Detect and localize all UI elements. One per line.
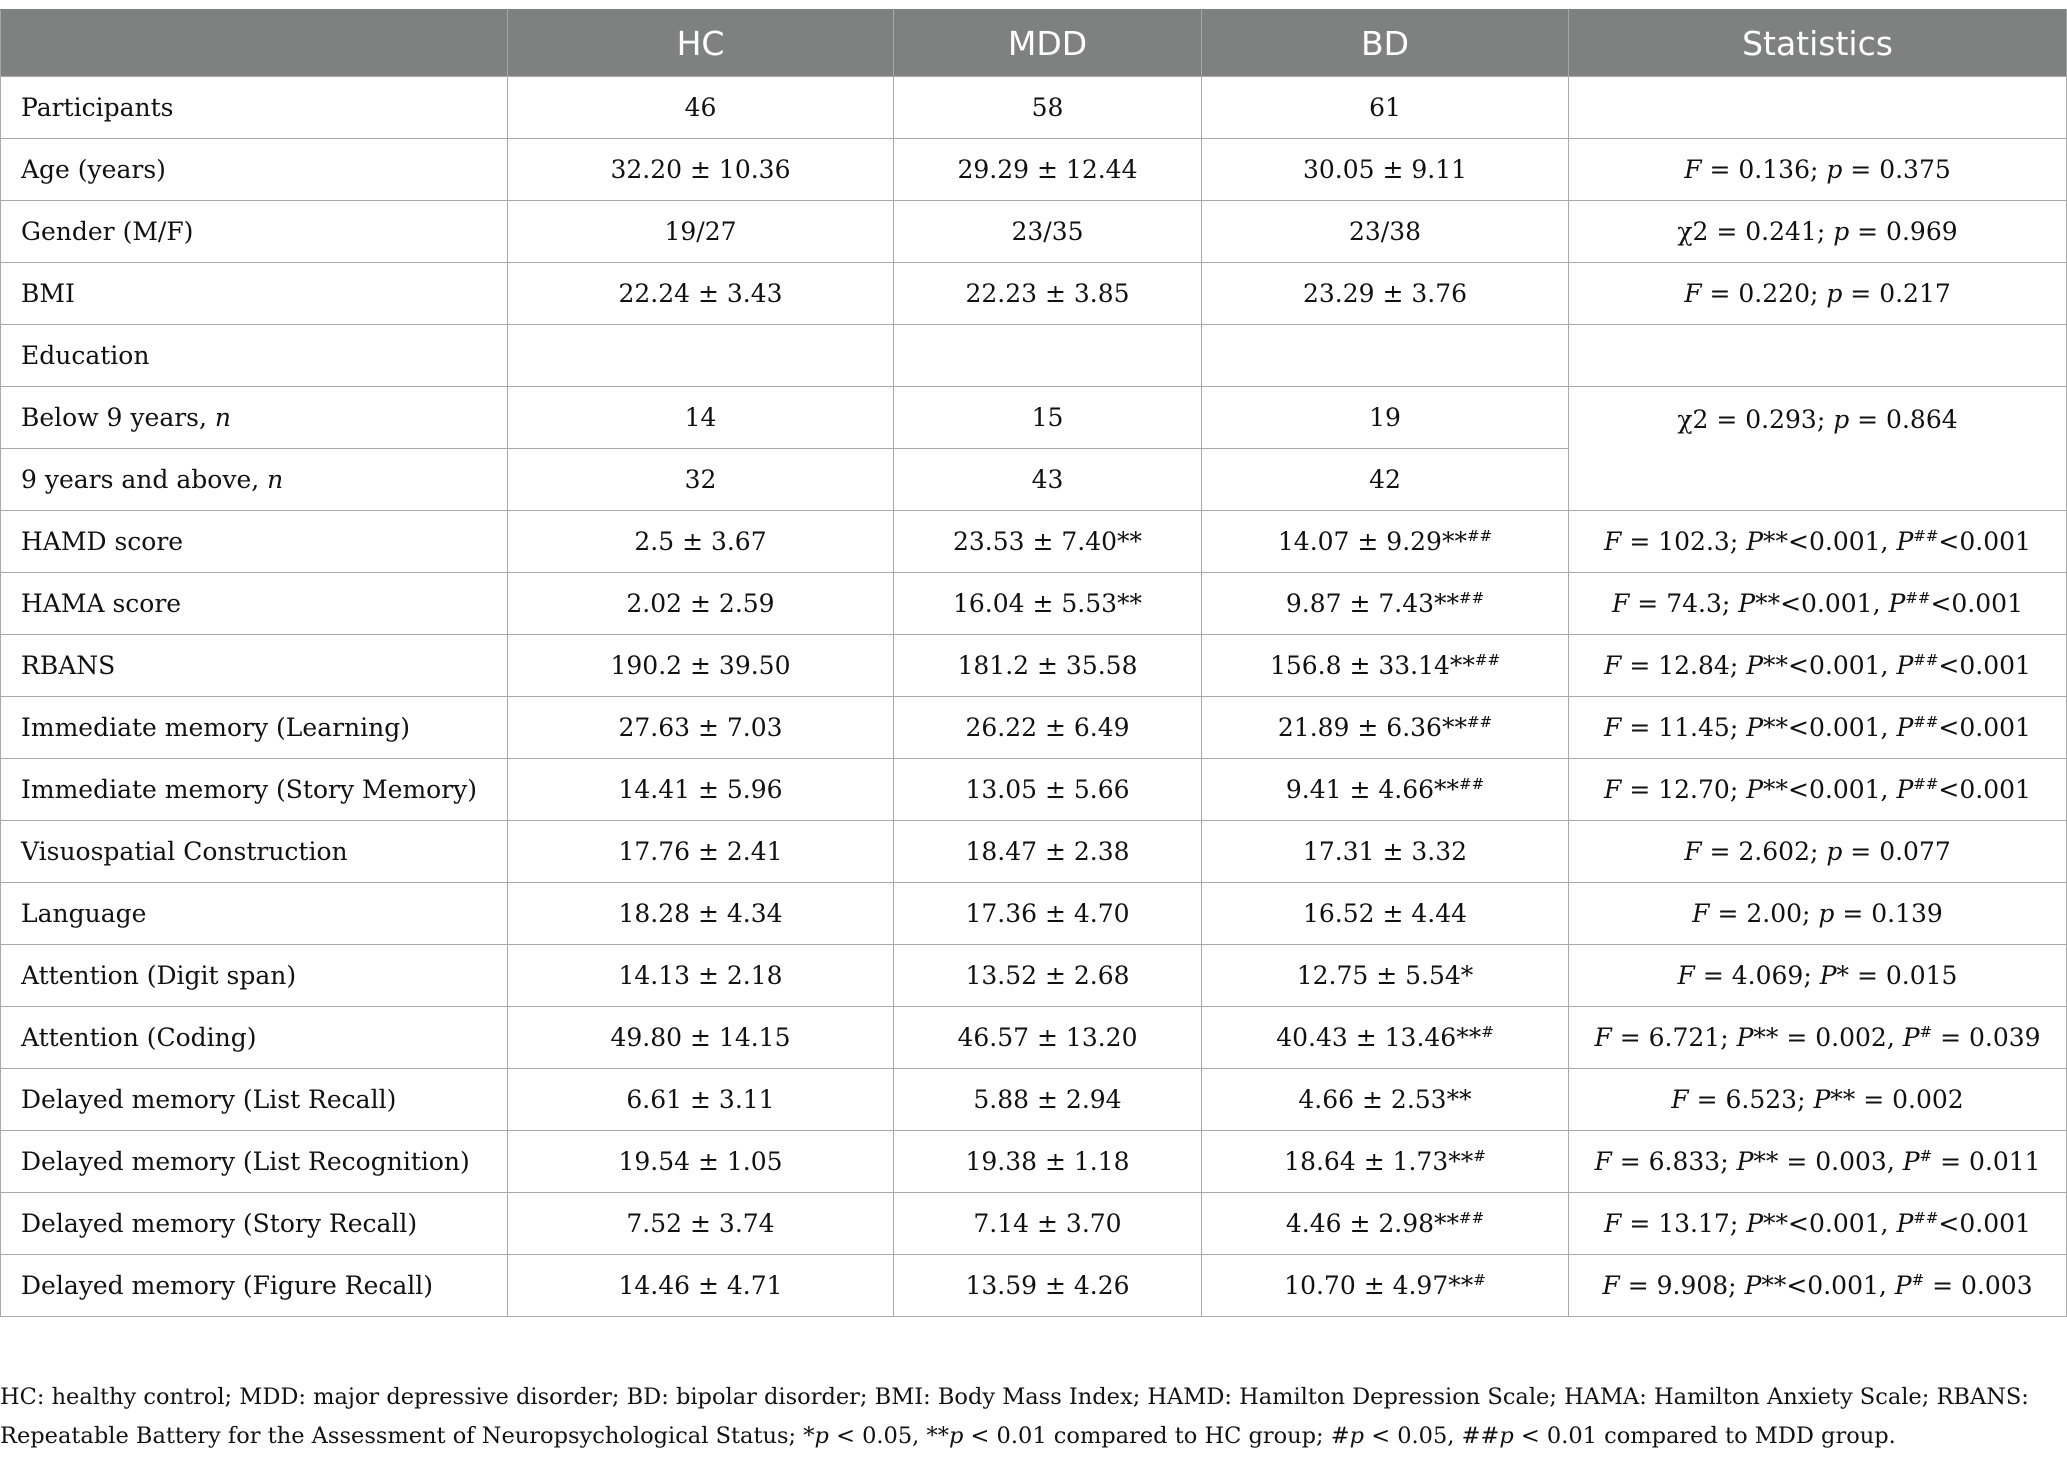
cell-statistics: F = 4.069; P* = 0.015 <box>1569 945 2067 1007</box>
cell-bd: 4.46 ± 2.98**## <box>1202 1193 1569 1255</box>
cell-bd: 23/38 <box>1202 201 1569 263</box>
cell-mdd: 29.29 ± 12.44 <box>894 139 1202 201</box>
cell-mdd: 13.52 ± 2.68 <box>894 945 1202 1007</box>
row-label: Immediate memory (Learning) <box>1 697 508 759</box>
table-row-delayed-memory-figure-recall <box>1 1255 2067 1317</box>
cell-statistics: F = 0.136; p = 0.375 <box>1569 139 2067 201</box>
table-row-bmi <box>1 263 2067 325</box>
row-label: Language <box>1 883 508 945</box>
row-label: Education <box>1 325 508 387</box>
row-label: Participants <box>1 77 508 139</box>
row-label: Visuospatial Construction <box>1 821 508 883</box>
row-label: Age (years) <box>1 139 508 201</box>
header-hc: HC <box>508 10 894 77</box>
cell-mdd: 43 <box>894 449 1202 511</box>
cell-mdd: 15 <box>894 387 1202 449</box>
cell-bd: 17.31 ± 3.32 <box>1202 821 1569 883</box>
cell-hc: 14.13 ± 2.18 <box>508 945 894 1007</box>
table-row-hama <box>1 573 2067 635</box>
cell-mdd: 7.14 ± 3.70 <box>894 1193 1202 1255</box>
row-label: Delayed memory (Figure Recall) <box>1 1255 508 1317</box>
cell-statistics: F = 11.45; P**<0.001, P##<0.001 <box>1569 697 2067 759</box>
cell-statistics: χ2 = 0.241; p = 0.969 <box>1569 201 2067 263</box>
cell-mdd: 16.04 ± 5.53** <box>894 573 1202 635</box>
cell-mdd: 19.38 ± 1.18 <box>894 1131 1202 1193</box>
cell-mdd: 13.05 ± 5.66 <box>894 759 1202 821</box>
cell-bd: 21.89 ± 6.36**## <box>1202 697 1569 759</box>
table-row-hamd <box>1 511 2067 573</box>
row-label: BMI <box>1 263 508 325</box>
cell-hc: 22.24 ± 3.43 <box>508 263 894 325</box>
table-footnote: HC: healthy control; MDD: major depressive disorder; BD: bipolar disorder; BMI: Body Mass Index; HAMD: Hamilton Depression Scale; HAMA: Hamilton Anxiety Scale; RBANS: Repeatable Battery for the Assessment of Neuropsychological Status; *p < 0.05, **p < 0.01 compared to HC group; #p < 0.05, ##p < 0.01 compared to MDD group. <box>0 1384 2029 1449</box>
table-row-rbans <box>1 635 2067 697</box>
cell-hc: 32 <box>508 449 894 511</box>
cell-statistics <box>1569 325 2067 387</box>
cell-bd: 16.52 ± 4.44 <box>1202 883 1569 945</box>
cell-hc: 19/27 <box>508 201 894 263</box>
demographics-table <box>0 9 2067 1317</box>
header-bd: BD <box>1202 10 1569 77</box>
cell-bd: 23.29 ± 3.76 <box>1202 263 1569 325</box>
cell-mdd: 46.57 ± 13.20 <box>894 1007 1202 1069</box>
cell-hc: 7.52 ± 3.74 <box>508 1193 894 1255</box>
header-row <box>1 10 2067 77</box>
header-mdd: MDD <box>894 10 1202 77</box>
cell-statistics: F = 2.602; p = 0.077 <box>1569 821 2067 883</box>
cell-bd: 12.75 ± 5.54* <box>1202 945 1569 1007</box>
cell-bd: 61 <box>1202 77 1569 139</box>
cell-bd: 18.64 ± 1.73**# <box>1202 1131 1569 1193</box>
cell-bd <box>1202 325 1569 387</box>
row-label: Immediate memory (Story Memory) <box>1 759 508 821</box>
cell-hc <box>508 325 894 387</box>
cell-hc: 32.20 ± 10.36 <box>508 139 894 201</box>
cell-mdd: 13.59 ± 4.26 <box>894 1255 1202 1317</box>
table-row-delayed-memory-list-recall <box>1 1069 2067 1131</box>
cell-mdd: 58 <box>894 77 1202 139</box>
cell-bd: 9.41 ± 4.66**## <box>1202 759 1569 821</box>
row-label: Attention (Digit span) <box>1 945 508 1007</box>
cell-hc: 27.63 ± 7.03 <box>508 697 894 759</box>
cell-mdd <box>894 325 1202 387</box>
cell-statistics: F = 6.833; P** = 0.003, P# = 0.011 <box>1569 1131 2067 1193</box>
cell-mdd: 22.23 ± 3.85 <box>894 263 1202 325</box>
cell-hc: 190.2 ± 39.50 <box>508 635 894 697</box>
cell-mdd: 5.88 ± 2.94 <box>894 1069 1202 1131</box>
table-row-attention-digit-span <box>1 945 2067 1007</box>
cell-mdd: 23/35 <box>894 201 1202 263</box>
row-label: 9 years and above, n <box>1 449 508 511</box>
cell-statistics: F = 2.00; p = 0.139 <box>1569 883 2067 945</box>
table-row-below-9-years <box>1 387 2067 449</box>
table-row-gender <box>1 201 2067 263</box>
header-blank <box>1 10 508 77</box>
table-row-delayed-memory-list-recognition <box>1 1131 2067 1193</box>
cell-bd: 9.87 ± 7.43**## <box>1202 573 1569 635</box>
cell-statistics: F = 6.721; P** = 0.002, P# = 0.039 <box>1569 1007 2067 1069</box>
cell-bd: 42 <box>1202 449 1569 511</box>
row-label: Delayed memory (List Recognition) <box>1 1131 508 1193</box>
row-label: Gender (M/F) <box>1 201 508 263</box>
cell-statistics: F = 6.523; P** = 0.002 <box>1569 1069 2067 1131</box>
cell-mdd: 18.47 ± 2.38 <box>894 821 1202 883</box>
table-row-immediate-memory-story <box>1 759 2067 821</box>
cell-bd: 14.07 ± 9.29**## <box>1202 511 1569 573</box>
cell-hc: 14 <box>508 387 894 449</box>
cell-hc: 19.54 ± 1.05 <box>508 1131 894 1193</box>
cell-statistics: F = 12.84; P**<0.001, P##<0.001 <box>1569 635 2067 697</box>
cell-bd: 4.66 ± 2.53** <box>1202 1069 1569 1131</box>
cell-bd: 30.05 ± 9.11 <box>1202 139 1569 201</box>
row-label: Attention (Coding) <box>1 1007 508 1069</box>
cell-hc: 2.02 ± 2.59 <box>508 573 894 635</box>
cell-hc: 49.80 ± 14.15 <box>508 1007 894 1069</box>
cell-mdd: 17.36 ± 4.70 <box>894 883 1202 945</box>
cell-statistics <box>1569 77 2067 139</box>
cell-statistics: F = 9.908; P**<0.001, P# = 0.003 <box>1569 1255 2067 1317</box>
table-row-education <box>1 325 2067 387</box>
row-label: HAMD score <box>1 511 508 573</box>
row-label: Below 9 years, n <box>1 387 508 449</box>
row-label: Delayed memory (Story Recall) <box>1 1193 508 1255</box>
cell-statistics: F = 0.220; p = 0.217 <box>1569 263 2067 325</box>
table-row-age <box>1 139 2067 201</box>
cell-statistics: F = 74.3; P**<0.001, P##<0.001 <box>1569 573 2067 635</box>
cell-bd: 10.70 ± 4.97**# <box>1202 1255 1569 1317</box>
cell-hc: 2.5 ± 3.67 <box>508 511 894 573</box>
row-label: Delayed memory (List Recall) <box>1 1069 508 1131</box>
cell-hc: 14.41 ± 5.96 <box>508 759 894 821</box>
cell-hc: 46 <box>508 77 894 139</box>
cell-statistics: F = 102.3; P**<0.001, P##<0.001 <box>1569 511 2067 573</box>
row-label: RBANS <box>1 635 508 697</box>
table-row-attention-coding <box>1 1007 2067 1069</box>
cell-statistics: F = 13.17; P**<0.001, P##<0.001 <box>1569 1193 2067 1255</box>
cell-bd: 156.8 ± 33.14**## <box>1202 635 1569 697</box>
cell-mdd: 181.2 ± 35.58 <box>894 635 1202 697</box>
cell-statistics: F = 12.70; P**<0.001, P##<0.001 <box>1569 759 2067 821</box>
cell-mdd: 26.22 ± 6.49 <box>894 697 1202 759</box>
cell-bd: 19 <box>1202 387 1569 449</box>
cell-bd: 40.43 ± 13.46**# <box>1202 1007 1569 1069</box>
table-row-immediate-memory-learning <box>1 697 2067 759</box>
table-row-delayed-memory-story-recall <box>1 1193 2067 1255</box>
cell-mdd: 23.53 ± 7.40** <box>894 511 1202 573</box>
cell-hc: 18.28 ± 4.34 <box>508 883 894 945</box>
cell-statistics-education: χ2 = 0.293; p = 0.864 <box>1569 387 2067 511</box>
table-row-visuospatial <box>1 821 2067 883</box>
table-row-language <box>1 883 2067 945</box>
cell-hc: 17.76 ± 2.41 <box>508 821 894 883</box>
table-row-participants <box>1 77 2067 139</box>
row-label: HAMA score <box>1 573 508 635</box>
cell-hc: 6.61 ± 3.11 <box>508 1069 894 1131</box>
cell-hc: 14.46 ± 4.71 <box>508 1255 894 1317</box>
header-statistics: Statistics <box>1569 10 2067 77</box>
